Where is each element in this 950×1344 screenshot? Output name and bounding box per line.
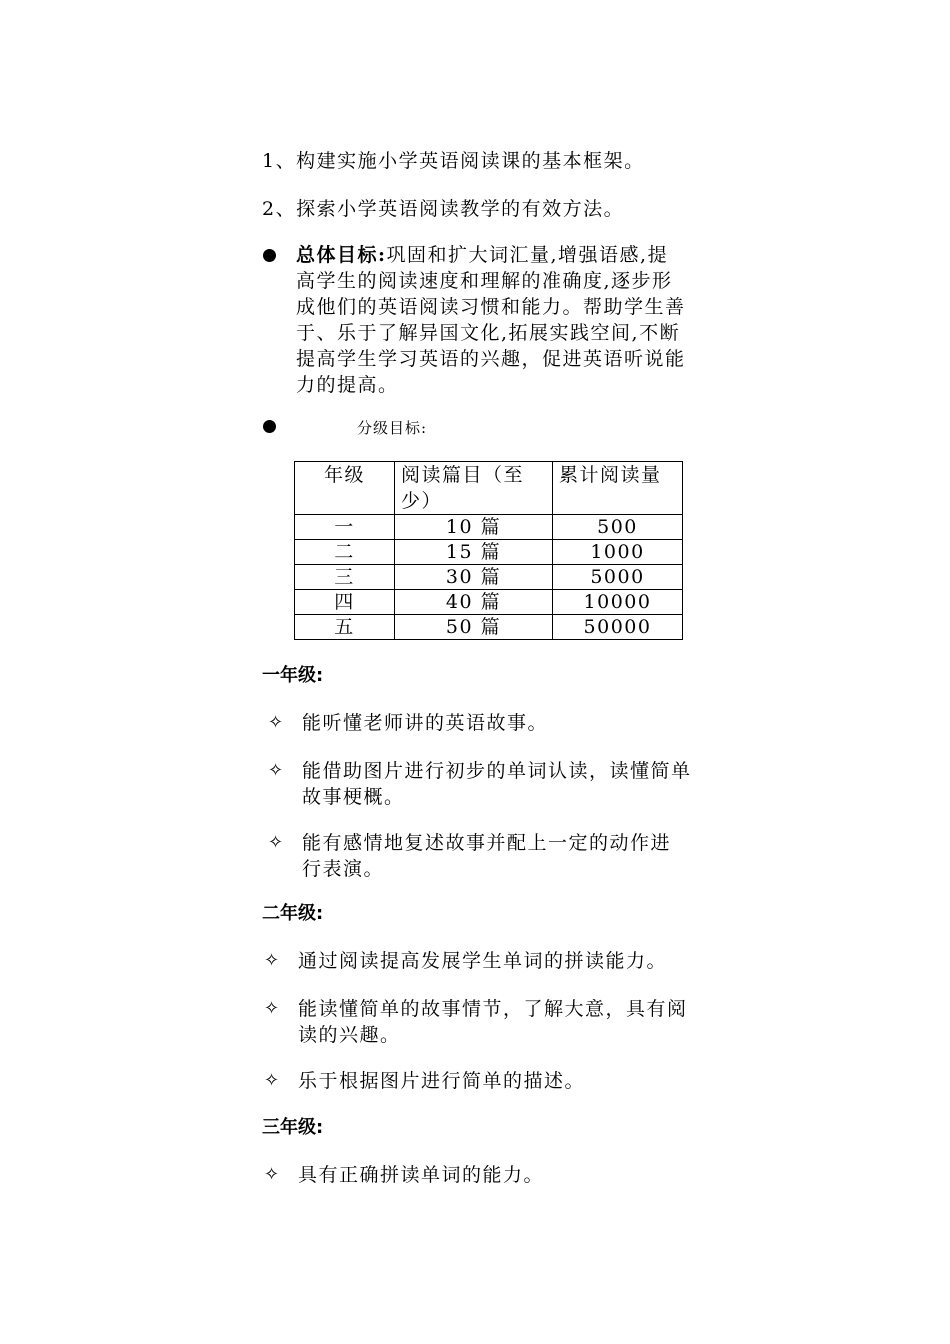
table-header-total: 累计阅读量 <box>553 462 683 515</box>
table-cell: 50000 <box>553 615 683 640</box>
overall-goal-line: 于、乐于了解异国文化,拓展实践空间,不断 <box>296 322 681 344</box>
table-row <box>295 615 683 640</box>
star-bullet-icon: ✧ <box>268 760 284 781</box>
table-row <box>295 515 683 540</box>
table-cell: 1000 <box>553 540 683 565</box>
bullet-dot-icon <box>263 420 276 433</box>
table-cell: 三 <box>295 565 395 590</box>
table-row <box>295 540 683 565</box>
table-header-articles: 阅读篇目（至少） <box>395 462 553 515</box>
table-cell: 一 <box>295 515 395 540</box>
goal-2: 2、探索小学英语阅读教学的有效方法。 <box>262 198 625 220</box>
reading-target-table <box>294 461 683 640</box>
list-item: 乐于根据图片进行简单的描述。 <box>298 1070 586 1092</box>
grade1-heading: 一年级: <box>262 665 324 686</box>
table-cell: 五 <box>295 615 395 640</box>
table-cell: 四 <box>295 590 395 615</box>
overall-goal-line: 高学生的阅读速度和理解的准确度,逐步形 <box>296 270 673 292</box>
overall-goal-line: 力的提高。 <box>296 374 399 396</box>
star-bullet-icon: ✧ <box>268 712 284 733</box>
list-item: 能有感情地复述故事并配上一定的动作进 行表演。 <box>302 832 672 880</box>
table-cell: 30 篇 <box>395 565 553 590</box>
table-cell: 15 篇 <box>395 540 553 565</box>
table-cell: 5000 <box>553 565 683 590</box>
list-item: 通过阅读提高发展学生单词的拼读能力。 <box>298 950 668 972</box>
overall-goal-line: 提高学生学习英语的兴趣，促进英语听说能 <box>296 348 686 370</box>
overall-goal-paragraph <box>296 242 726 398</box>
star-bullet-icon: ✧ <box>264 1164 280 1185</box>
list-item: 能借助图片进行初步的单词认读，读懂简单 故事梗概。 <box>302 760 692 808</box>
table-cell: 10000 <box>553 590 683 615</box>
table-header-grade: 年级 <box>295 462 395 515</box>
star-bullet-icon: ✧ <box>268 832 284 853</box>
table-cell: 500 <box>553 515 683 540</box>
table-cell: 10 篇 <box>395 515 553 540</box>
goal-1: 1、构建实施小学英语阅读课的基本框架。 <box>262 150 645 172</box>
overall-goal-label: 总体目标: <box>296 244 387 266</box>
table-cell: 二 <box>295 540 395 565</box>
table-row <box>295 590 683 615</box>
grade3-heading: 三年级: <box>262 1117 324 1138</box>
bullet-dot-icon <box>263 249 276 262</box>
list-item: 能读懂简单的故事情节，了解大意，具有阅 读的兴趣。 <box>298 998 688 1046</box>
table-cell: 50 篇 <box>395 615 553 640</box>
table-row <box>295 565 683 590</box>
star-bullet-icon: ✧ <box>264 998 280 1019</box>
list-item: 能听懂老师讲的英语故事。 <box>302 712 549 734</box>
overall-goal-line: 巩固和扩大词汇量,增强语感,提 <box>386 244 669 266</box>
star-bullet-icon: ✧ <box>264 950 280 971</box>
sub-goal-label: 分级目标: <box>357 419 428 437</box>
overall-goal-line: 成他们的英语阅读习惯和能力。帮助学生善 <box>296 296 686 318</box>
table-header-row <box>295 462 683 515</box>
star-bullet-icon: ✧ <box>264 1070 280 1091</box>
grade2-heading: 二年级: <box>262 903 324 924</box>
list-item: 具有正确拼读单词的能力。 <box>298 1164 545 1186</box>
table-cell: 40 篇 <box>395 590 553 615</box>
